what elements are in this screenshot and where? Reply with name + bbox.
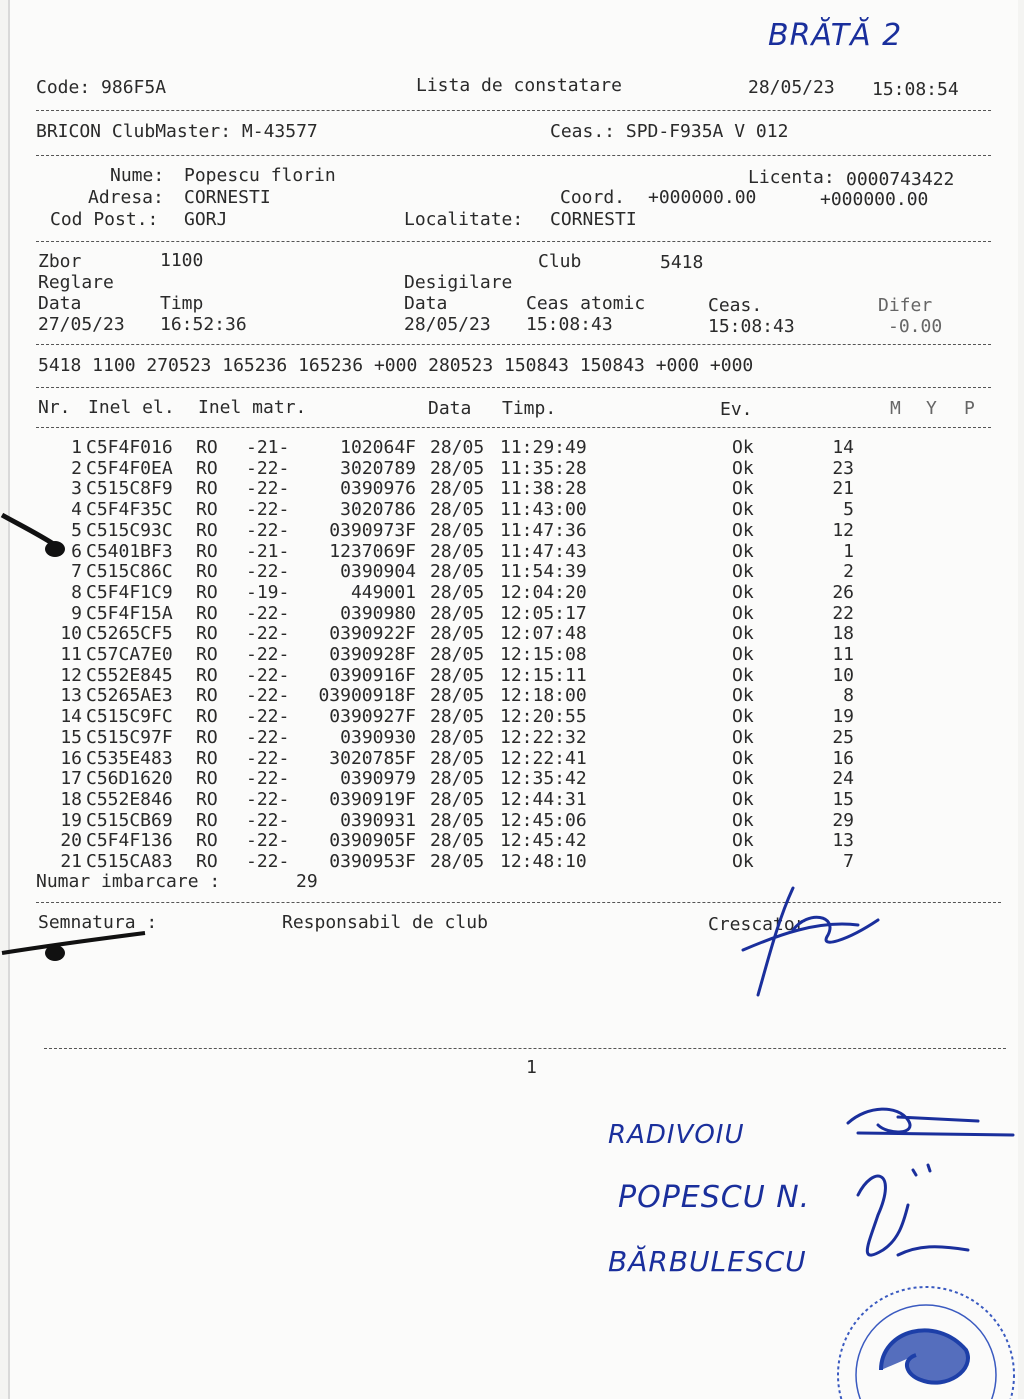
cell-ring-number: 3020789 [340, 457, 416, 479]
cell-time: 12:45:42 [500, 830, 587, 852]
cell-event: Ok [732, 706, 754, 728]
handwritten-name-3: BĂRBULESCU [608, 1245, 807, 1278]
document-page [8, 0, 1018, 1399]
cell-event: Ok [732, 499, 754, 521]
cell-date: 28/05 [430, 561, 485, 583]
cell-time: 12:22:41 [500, 747, 587, 769]
cell-ring-electronic: C5265CF5 [86, 623, 173, 645]
cell-ring-electronic: C515C8F9 [86, 478, 173, 500]
coord-label: Coord. [560, 187, 626, 208]
cell-country: RO [196, 851, 218, 872]
cell-ring-number: 0390980 [340, 602, 416, 624]
desigilare-date: 28/05/23 [404, 314, 491, 335]
cell-ring-electronic: C535E483 [86, 747, 173, 769]
cell-nr: 15 [60, 726, 82, 748]
cell-event: Ok [732, 478, 754, 500]
cell-ring-number: 0390922F [329, 623, 416, 645]
cell-country: RO [196, 519, 218, 541]
cell-time: 12:20:55 [500, 706, 587, 728]
difer-value: -0.00 [888, 316, 943, 337]
table-row [8, 458, 1018, 479]
cell-position: 13 [832, 830, 854, 852]
reglare-time: 16:52:36 [160, 314, 247, 335]
cell-nr: 11 [60, 644, 82, 665]
cell-ring-electronic: C5F4F1C9 [86, 581, 173, 603]
cell-country: RO [196, 581, 218, 603]
reglare-data-label: Data [38, 293, 82, 314]
cell-nr: 8 [71, 581, 82, 603]
cell-event: Ok [732, 644, 754, 665]
cell-ring-electronic: C552E845 [86, 664, 173, 686]
table-row [8, 603, 1018, 624]
table-row [8, 748, 1018, 769]
cell-date: 28/05 [430, 830, 485, 852]
ink-mark-top [0, 505, 80, 565]
cell-date: 28/05 [430, 540, 485, 562]
clock-time: 15:08:43 [708, 316, 795, 337]
cell-country: RO [196, 788, 218, 810]
owner-address: CORNESTI [184, 187, 271, 208]
cell-nr: 3 [71, 478, 82, 500]
cell-ring-electronic: C515C97F [86, 726, 173, 748]
cell-position: 8 [843, 685, 854, 707]
cell-year: -22- [246, 519, 290, 541]
desigilare-data-label: Data [404, 293, 448, 314]
table-row [8, 685, 1018, 706]
cell-country: RO [196, 768, 218, 790]
cell-country: RO [196, 499, 218, 521]
cell-nr: 1 [71, 437, 82, 458]
cell-time: 12:04:20 [500, 581, 587, 603]
col-header-p: P [964, 398, 975, 419]
cell-nr: 4 [71, 499, 82, 521]
cell-position: 16 [832, 747, 854, 769]
table-row [8, 644, 1018, 665]
cell-year: -22- [246, 706, 290, 728]
cell-year: -22- [246, 664, 290, 686]
cell-ring-number: 0390927F [329, 706, 416, 728]
cell-time: 12:22:32 [500, 726, 587, 748]
zbor-number: 1100 [160, 250, 204, 271]
cell-ring-number: 449001 [350, 581, 416, 603]
cell-date: 28/05 [430, 706, 485, 728]
address-label: Adresa: [88, 187, 164, 208]
cell-time: 11:54:39 [500, 561, 587, 583]
table-row [8, 810, 1018, 831]
document-title: Lista de constatare [416, 75, 622, 96]
handwritten-name-1: RADIVOIU [608, 1120, 745, 1150]
cell-country: RO [196, 540, 218, 562]
cell-time: 11:38:28 [500, 478, 587, 500]
divider [36, 387, 991, 388]
cell-year: -22- [246, 644, 290, 665]
cell-ring-number: 0390979 [340, 768, 416, 790]
club-label: Club [538, 251, 582, 272]
cell-event: Ok [732, 851, 754, 872]
cell-ring-electronic: C515C86C [86, 561, 173, 583]
cell-nr: 16 [60, 747, 82, 769]
cell-position: 19 [832, 706, 854, 728]
cell-time: 11:47:43 [500, 540, 587, 562]
table-row [8, 623, 1018, 644]
cell-nr: 9 [71, 602, 82, 624]
cell-ring-electronic: C5F4F35C [86, 499, 173, 521]
cell-ring-number: 0390930 [340, 726, 416, 748]
divider [44, 1048, 1006, 1049]
cell-nr: 5 [71, 519, 82, 541]
col-header-inel-matr: Inel matr. [198, 397, 307, 418]
cell-date: 28/05 [430, 437, 485, 458]
cell-year: -22- [246, 726, 290, 748]
license-label: Licenta: [748, 167, 835, 188]
cell-country: RO [196, 623, 218, 645]
cell-year: -22- [246, 602, 290, 624]
coord-lat: +000000.00 [648, 187, 757, 208]
cell-ring-number: 0390931 [340, 809, 416, 831]
cell-ring-electronic: C5401BF3 [86, 540, 173, 562]
cell-country: RO [196, 830, 218, 852]
cell-nr: 14 [60, 706, 82, 728]
cell-ring-number: 03900918F [318, 685, 416, 707]
coord-lon: +000000.00 [820, 189, 929, 210]
cell-date: 28/05 [430, 851, 485, 872]
table-row [8, 768, 1018, 789]
table-row [8, 582, 1018, 603]
table-row [8, 520, 1018, 541]
cell-ring-electronic: C57CA7E0 [86, 644, 173, 665]
cell-nr: 18 [60, 788, 82, 810]
cell-year: -22- [246, 809, 290, 831]
cell-ring-number: 1237069F [329, 540, 416, 562]
cell-position: 11 [832, 644, 854, 665]
cell-nr: 6 [71, 540, 82, 562]
cell-event: Ok [732, 726, 754, 748]
col-header-y: Y [926, 398, 937, 419]
cell-year: -22- [246, 768, 290, 790]
cell-year: -21- [246, 540, 290, 562]
print-time: 15:08:54 [872, 79, 959, 100]
cell-nr: 13 [60, 685, 82, 707]
club-responsible-label: Responsabil de club [282, 912, 488, 933]
handwritten-cage-label: BRĂTĂ 2 [768, 18, 903, 53]
cell-date: 28/05 [430, 747, 485, 769]
col-header-timp: Timp. [502, 398, 557, 419]
table-row [8, 830, 1018, 851]
table-row [8, 727, 1018, 748]
cell-ring-electronic: C515C93C [86, 519, 173, 541]
owner-name: Popescu florin [184, 165, 336, 186]
cell-nr: 7 [71, 561, 82, 583]
cell-ring-electronic: C552E846 [86, 788, 173, 810]
cell-event: Ok [732, 437, 754, 458]
cell-country: RO [196, 644, 218, 665]
imbarcare-label: Numar imbarcare : [36, 871, 221, 892]
table-row [8, 851, 1018, 872]
cell-event: Ok [732, 581, 754, 603]
cell-position: 29 [832, 809, 854, 831]
cell-ring-number: 0390919F [329, 788, 416, 810]
cell-event: Ok [732, 664, 754, 686]
cell-event: Ok [732, 540, 754, 562]
cell-position: 14 [832, 437, 854, 458]
col-header-data: Data [428, 398, 472, 419]
table-row [8, 437, 1018, 458]
locality-label: Localitate: [404, 209, 524, 230]
cell-year: -22- [246, 851, 290, 872]
col-header-inel-el: Inel el. [88, 397, 175, 418]
cell-event: Ok [732, 768, 754, 790]
cell-ring-electronic: C5265AE3 [86, 685, 173, 707]
cell-position: 10 [832, 664, 854, 686]
table-row [8, 665, 1018, 686]
cell-year: -22- [246, 788, 290, 810]
summary-code-line: 5418 1100 270523 165236 165236 +000 280523 150843 150843 +000 +000 [38, 355, 754, 376]
cell-event: Ok [732, 830, 754, 852]
divider [36, 241, 991, 242]
cell-position: 18 [832, 623, 854, 645]
license-number: 0000743422 [846, 169, 955, 190]
cell-country: RO [196, 809, 218, 831]
signature-1 [838, 1095, 1018, 1145]
cell-year: -22- [246, 830, 290, 852]
cell-time: 12:15:08 [500, 644, 587, 665]
cell-ring-electronic: C5F4F136 [86, 830, 173, 852]
col-header-m: M [890, 398, 901, 419]
table-row [8, 478, 1018, 499]
cell-position: 1 [843, 540, 854, 562]
cell-date: 28/05 [430, 644, 485, 665]
cell-date: 28/05 [430, 768, 485, 790]
divider [36, 110, 991, 111]
locality: CORNESTI [550, 209, 637, 230]
cell-nr: 17 [60, 768, 82, 790]
print-date: 28/05/23 [748, 77, 835, 98]
document-code: Code: 986F5A [36, 77, 167, 98]
cell-date: 28/05 [430, 623, 485, 645]
difer-label: Difer [878, 295, 933, 316]
cell-nr: 21 [60, 851, 82, 872]
table-row [8, 561, 1018, 582]
club-stamp [826, 1280, 1016, 1399]
cell-ring-number: 0390976 [340, 478, 416, 500]
cell-ring-electronic: C5F4F15A [86, 602, 173, 624]
cell-time: 11:43:00 [500, 499, 587, 521]
cell-ring-electronic: C56D1620 [86, 768, 173, 790]
cell-year: -22- [246, 685, 290, 707]
cell-time: 11:47:36 [500, 519, 587, 541]
cell-date: 28/05 [430, 685, 485, 707]
cell-country: RO [196, 706, 218, 728]
cell-date: 28/05 [430, 809, 485, 831]
cell-date: 28/05 [430, 726, 485, 748]
cell-country: RO [196, 664, 218, 686]
postcode: GORJ [184, 209, 228, 230]
cell-event: Ok [732, 623, 754, 645]
cell-nr: 12 [60, 664, 82, 686]
cell-position: 21 [832, 478, 854, 500]
breeder-signature [708, 880, 898, 1005]
cell-ring-number: 3020785F [329, 747, 416, 769]
cell-year: -22- [246, 747, 290, 769]
cell-year: -22- [246, 499, 290, 521]
postcode-label: Cod Post.: [50, 209, 159, 230]
cell-date: 28/05 [430, 788, 485, 810]
cell-ring-number: 0390905F [329, 830, 416, 852]
cell-year: -21- [246, 437, 290, 458]
cell-event: Ok [732, 747, 754, 769]
cell-country: RO [196, 685, 218, 707]
cell-position: 22 [832, 602, 854, 624]
cell-event: Ok [732, 788, 754, 810]
cell-country: RO [196, 726, 218, 748]
cell-position: 12 [832, 519, 854, 541]
cell-country: RO [196, 457, 218, 479]
reglare-label: Reglare [38, 272, 114, 293]
cell-event: Ok [732, 809, 754, 831]
cell-time: 12:18:00 [500, 685, 587, 707]
cell-time: 12:07:48 [500, 623, 587, 645]
cell-nr: 20 [60, 830, 82, 852]
cell-year: -22- [246, 561, 290, 583]
cell-ring-number: 3020786 [340, 499, 416, 521]
cell-ring-electronic: C515CA83 [86, 851, 173, 872]
cell-country: RO [196, 747, 218, 769]
cell-time: 12:45:06 [500, 809, 587, 831]
cell-ring-number: 0390973F [329, 519, 416, 541]
cell-year: -22- [246, 478, 290, 500]
cell-ring-electronic: C5F4F016 [86, 437, 173, 458]
cell-year: -22- [246, 623, 290, 645]
cell-date: 28/05 [430, 602, 485, 624]
reglare-timp-label: Timp [160, 293, 204, 314]
cell-country: RO [196, 561, 218, 583]
table-row [8, 499, 1018, 520]
atomic-clock-label: Ceas atomic [526, 293, 646, 314]
clock-label: Ceas. [708, 295, 763, 316]
imbarcare-count: 29 [296, 871, 318, 892]
cell-event: Ok [732, 685, 754, 707]
cell-ring-electronic: C515C9FC [86, 706, 173, 728]
cell-time: 12:44:31 [500, 788, 587, 810]
cell-year: -22- [246, 457, 290, 479]
handwritten-name-2: POPESCU N. [618, 1180, 811, 1215]
cell-country: RO [196, 478, 218, 500]
ink-mark-bottom [0, 925, 150, 965]
col-header-ev: Ev. [720, 399, 753, 420]
cell-nr: 10 [60, 623, 82, 645]
cell-nr: 2 [71, 457, 82, 479]
atomic-clock-time: 15:08:43 [526, 314, 613, 335]
cell-ring-number: 102064F [340, 437, 416, 458]
desigilare-label: Desigilare [404, 272, 513, 293]
cell-ring-number: 0390904 [340, 561, 416, 583]
cell-date: 28/05 [430, 519, 485, 541]
clubmaster-device: BRICON ClubMaster: M-43577 [36, 121, 318, 142]
cell-date: 28/05 [430, 499, 485, 521]
club-number: 5418 [660, 252, 704, 273]
signature-2 [838, 1155, 988, 1285]
name-label: Nume: [110, 165, 165, 186]
cell-position: 26 [832, 581, 854, 603]
cell-position: 24 [832, 768, 854, 790]
cell-time: 12:48:10 [500, 851, 587, 872]
cell-time: 11:35:28 [500, 457, 587, 479]
divider [36, 427, 991, 428]
cell-position: 23 [832, 457, 854, 479]
cell-country: RO [196, 437, 218, 458]
cell-time: 12:15:11 [500, 664, 587, 686]
cell-time: 12:35:42 [500, 768, 587, 790]
cell-position: 7 [843, 851, 854, 872]
cell-position: 15 [832, 788, 854, 810]
cell-ring-number: 0390928F [329, 644, 416, 665]
divider [36, 344, 991, 345]
cell-date: 28/05 [430, 478, 485, 500]
cell-position: 2 [843, 561, 854, 583]
page-number: 1 [526, 1057, 537, 1078]
cell-country: RO [196, 602, 218, 624]
cell-nr: 19 [60, 809, 82, 831]
cell-event: Ok [732, 519, 754, 541]
divider [36, 155, 991, 156]
cell-event: Ok [732, 602, 754, 624]
zbor-label: Zbor [38, 251, 82, 272]
table-row [8, 706, 1018, 727]
table-row [8, 541, 1018, 562]
signature-label: Semnatura : [38, 912, 158, 933]
cell-position: 5 [843, 499, 854, 521]
breeder-label: Crescator [708, 914, 806, 935]
cell-ring-electronic: C5F4F0EA [86, 457, 173, 479]
cell-ring-number: 0390916F [329, 664, 416, 686]
cell-year: -19- [246, 581, 290, 603]
cell-ring-electronic: C515CB69 [86, 809, 173, 831]
cell-position: 25 [832, 726, 854, 748]
cell-date: 28/05 [430, 457, 485, 479]
cell-date: 28/05 [430, 664, 485, 686]
col-header-nr: Nr. [38, 397, 71, 418]
cell-date: 28/05 [430, 581, 485, 603]
cell-time: 12:05:17 [500, 602, 587, 624]
clock-device: Ceas.: SPD-F935A V 012 [550, 121, 789, 142]
cell-ring-number: 0390953F [329, 851, 416, 872]
reglare-date: 27/05/23 [38, 314, 125, 335]
table-row [8, 789, 1018, 810]
cell-event: Ok [732, 457, 754, 479]
cell-event: Ok [732, 561, 754, 583]
cell-time: 11:29:49 [500, 437, 587, 458]
